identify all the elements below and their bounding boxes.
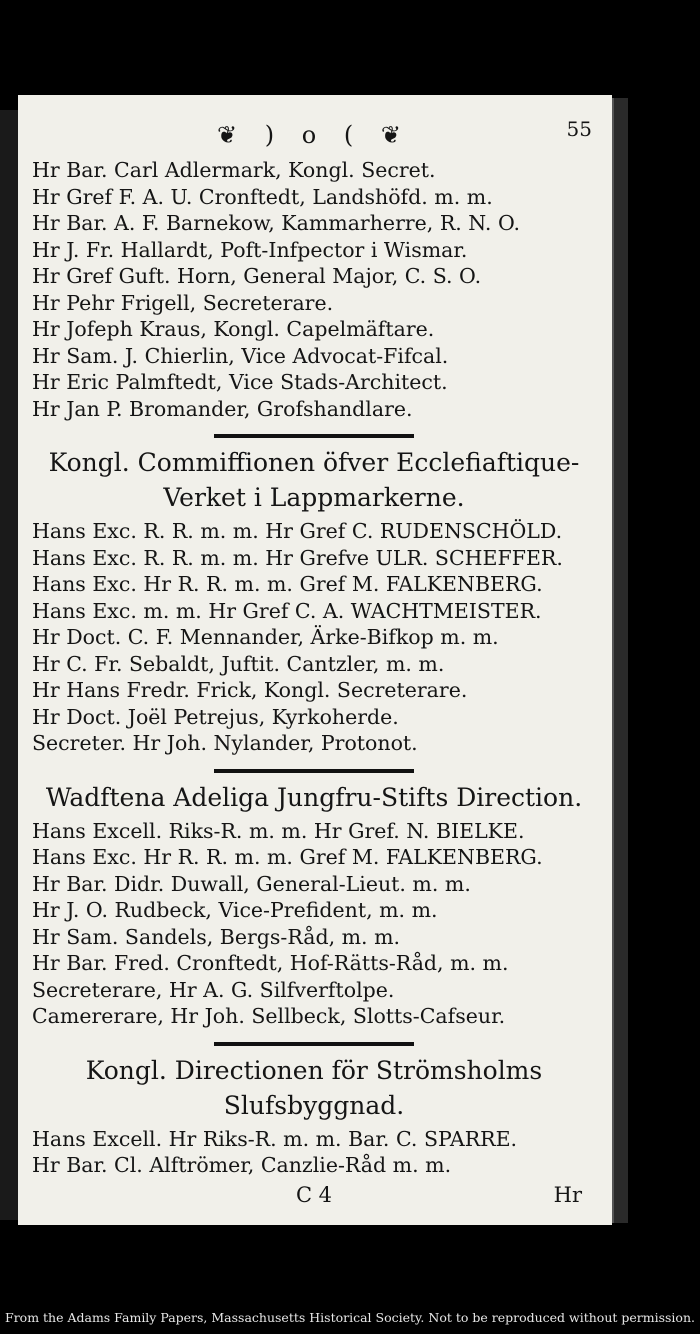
section-2	[32, 448, 596, 757]
page-header	[32, 113, 596, 157]
list-item: Hr Jofeph Kraus, Kongl. Capelmäftare.	[32, 317, 435, 341]
book-edge-right	[612, 98, 628, 1223]
section-title: Verket i Lappmarkerne.	[163, 483, 465, 512]
list-item: Hr Bar. Didr. Duwall, General-Lieut. m. m.	[32, 871, 471, 896]
list-item: Secreterare, Hr A. G. Silfverftolpe.	[32, 977, 395, 1002]
header-ornament: ❦ ) o ( ❦	[217, 121, 411, 149]
list-item: Hr J. Fr. Hallardt, Poft-Infpector i Wismar.	[32, 237, 468, 262]
list-item: Hr Eric Palmftedt, Vice Stads-Architect.	[32, 370, 448, 394]
credit-line: From the Adams Family Papers, Massachusetts Historical Society. Not to be reproduced without permission.	[5, 1310, 695, 1325]
section-title: Kongl. Directionen för Strömsholms	[85, 1055, 543, 1085]
list-item: Hans Exc. m. m. Hr Gref C. A. WACHTMEISTER.	[32, 598, 542, 623]
list-item: Secreter. Hr Joh. Nylander, Protonot.	[32, 731, 418, 755]
list-item: Hans Excell. Hr Riks-R. m. m. Bar. C. SPARRE.	[32, 1126, 518, 1151]
section-3	[32, 783, 596, 1030]
list-item: Hr Bar. Cl. Alftrömer, Canzlie-Råd m. m.	[32, 1153, 452, 1177]
list-item: Hr J. O. Rudbeck, Vice-Prefident, m. m.	[32, 898, 438, 922]
list-item: Hans Exc. Hr R. R. m. m. Gref M. FALKENBERG.	[32, 572, 543, 596]
list-item: Hr Jan P. Bromander, Grofshandlare.	[32, 396, 413, 421]
list-item: Hr Doct. C. F. Mennander, Ärke-Bifkop m. m.	[32, 625, 499, 649]
list-item: Hr Gref Guft. Horn, General Major, C. S. O.	[32, 264, 482, 288]
section-title: Kongl. Commiffionen öfver Ecclefiaftique-	[48, 448, 580, 477]
book-page	[18, 95, 612, 1225]
list-item: Hr Bar. A. F. Barnekow, Kammarherre, R. N. O.	[32, 211, 521, 235]
section-title: Wadftena Adeliga Jungfru-Stifts Direction.	[45, 782, 583, 812]
list-item: Hr C. Fr. Sebaldt, Juftit. Cantzler, m. m.	[32, 651, 445, 676]
list-item: Hans Excell. Riks-R. m. m. Hr Gref. N. BIELKE.	[32, 818, 525, 843]
list-item: Hr Bar. Carl Adlermark, Kongl. Secret.	[32, 158, 436, 182]
list-item: Hans Exc. Hr R. R. m. m. Gref M. FALKENBERG.	[32, 845, 543, 869]
list-item: Hr Doct. Joël Petrejus, Kyrkoherde.	[32, 704, 399, 729]
page-footer	[32, 1181, 596, 1209]
list-item: Hans Exc. R. R. m. m. Hr Grefve ULR. SCHEFFER.	[32, 545, 563, 570]
section-divider	[214, 434, 414, 438]
page-number: 55	[566, 117, 592, 141]
list-item: Hans Exc. R. R. m. m. Hr Gref C. RUDENSCHÖLD.	[32, 519, 563, 543]
list-item: Hr Hans Fredr. Frick, Kongl. Secreterare.	[32, 678, 468, 702]
signature-mark: C 4	[295, 1182, 333, 1207]
section-4	[32, 1056, 596, 1179]
section-divider	[214, 769, 414, 773]
list-item: Hr Pehr Frigell, Secreterare.	[32, 290, 334, 315]
list-item: Camererare, Hr Joh. Sellbeck, Slotts-Cafseur.	[32, 1004, 506, 1028]
list-item: Hr Sam. J. Chierlin, Vice Advocat-Fifcal.	[32, 343, 449, 368]
section-divider	[214, 1042, 414, 1046]
section-title: Slufsbyggnad.	[223, 1090, 405, 1120]
block-1-list	[32, 157, 596, 422]
catchword: Hr	[553, 1182, 582, 1207]
list-item: Hr Gref F. A. U. Cronftedt, Landshöfd. m. m.	[32, 184, 493, 209]
list-item: Hr Bar. Fred. Cronftedt, Hof-Rätts-Råd, m. m.	[32, 951, 509, 975]
list-item: Hr Sam. Sandels, Bergs-Råd, m. m.	[32, 924, 401, 949]
